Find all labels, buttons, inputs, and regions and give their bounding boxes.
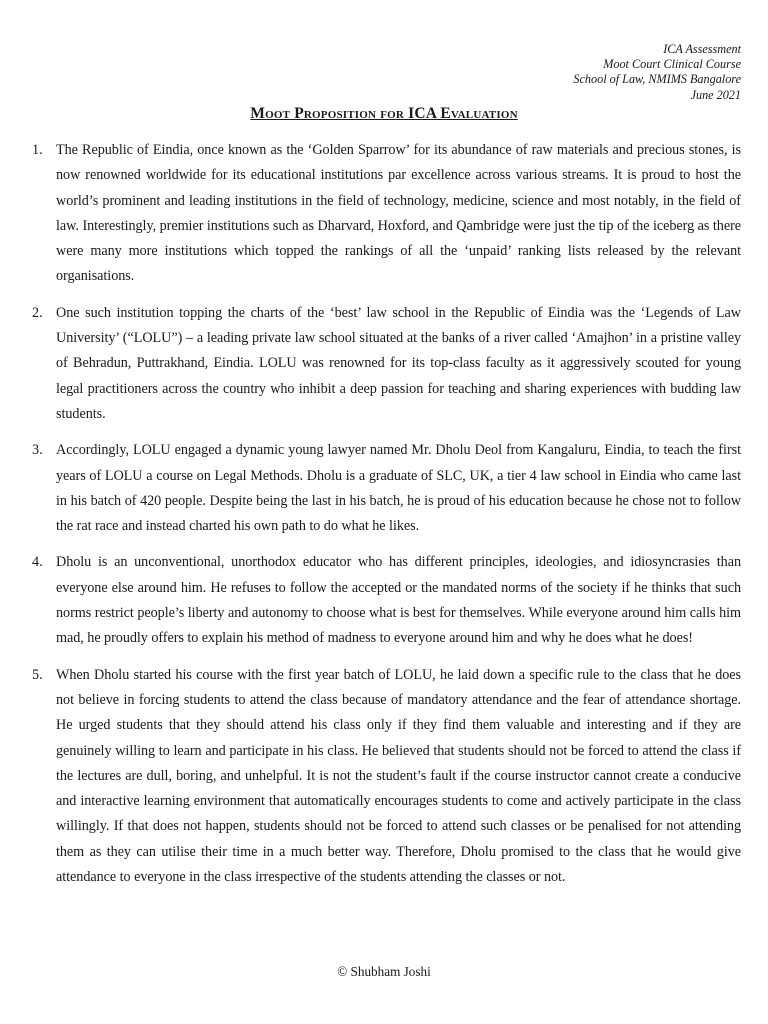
header-line-school: School of Law, NMIMS Bangalore: [573, 72, 741, 87]
header-line-assessment: ICA Assessment: [663, 42, 741, 56]
list-item-number: 5.: [32, 666, 43, 683]
copyright-footer: © Shubham Joshi: [337, 964, 431, 979]
list-item-text: Accordingly, LOLU engaged a dynamic young lawyer named Mr. Dholu Deol from Kangaluru, Eindia, to teach the first years of LOLU a course on Legal Methods. Dholu is a graduate of SLC, UK, a tier 4 law school in Eindia who came last in his batch of 420 people. Despite being the last in his batch, he is proud of his education because he chose not to follow the rat race and instead charted his own path to do what he likes.: [56, 442, 741, 535]
list-item-number: 3.: [32, 442, 43, 459]
document-header: [573, 42, 741, 103]
page-title: Moot Proposition for ICA Evaluation: [250, 105, 518, 122]
list-item: [32, 550, 741, 651]
header-line-course: Moot Court Clinical Course: [603, 57, 741, 72]
list-item-text: One such institution topping the charts of the ‘best’ law school in the Republic of Eindia was the ‘Legends of Law University’ (“LOLU”) – a leading private law school situated at the banks of a river called ‘Amajhon’ in a pristine valley of Behradun, Puttrakhand, Eindia. LOLU was renowned for its top-class faculty as it aggressively scouted for young legal practitioners across the country who inhibit a deep passion for teaching and sharing experiences with budding law students.: [56, 304, 741, 422]
list-item: [32, 663, 741, 891]
proposition-list: [32, 138, 741, 901]
list-item-number: 2.: [32, 304, 43, 321]
list-item: [32, 438, 741, 539]
list-item-text: The Republic of Eindia, once known as the ‘Golden Sparrow’ for its abundance of raw materials and precious stones, is now renowned worldwide for its educational institutions par excellence across various streams. It is proud to host the world’s prominent and leading institutions in the field of technology, medicine, science and most notably, in the field of law. Interestingly, premier institutions such as Dharvard, Hoxford, and Qambridge were just the tip of the iceberg as there were many more institutions which topped the rankings of all the ‘unpaid’ ranking lists released by the relevant organisations.: [56, 142, 741, 285]
list-item-text: When Dholu started his course with the first year batch of LOLU, he laid down a specific rule to the class that he does not believe in forcing students to attend the class because of mandatory attendance and the fear of attendance shortage. He urged students that they should attend his class only if they find them valuable and interesting and if they are genuinely willing to learn and participate in his class. He believed that students should not be forced to attend the class if the lectures are dull, boring, and unhelpful. It is not the student’s fault if the course instructor cannot create a conducive and interactive learning environment that automatically encourages students to come and actively participate in the class willingly. If that does not happen, students should not be forced to attend such classes or be penalised for not attending them as they can utilise their time in a much better way. Therefore, Dholu promised to the class that he would give attendance to everyone in the class irrespective of the students attending the classes or not.: [56, 666, 741, 886]
list-item: [32, 301, 741, 427]
list-item-number: 1.: [32, 142, 43, 158]
list-item: [32, 138, 741, 290]
list-item-text: Dholu is an unconventional, unorthodox educator who has different principles, ideologies, and idiosyncrasies than everyone else around him. He refuses to follow the accepted or the mandated norms of the society if he thinks that such norms restrict people’s liberty and autonomy to choose what is best for themselves. While everyone around him calls him mad, he proudly offers to explain his method of madness to everyone around him and why he does what he does!: [56, 554, 741, 647]
header-line-date: June 2021: [690, 87, 741, 102]
list-item-number: 4.: [32, 554, 43, 571]
